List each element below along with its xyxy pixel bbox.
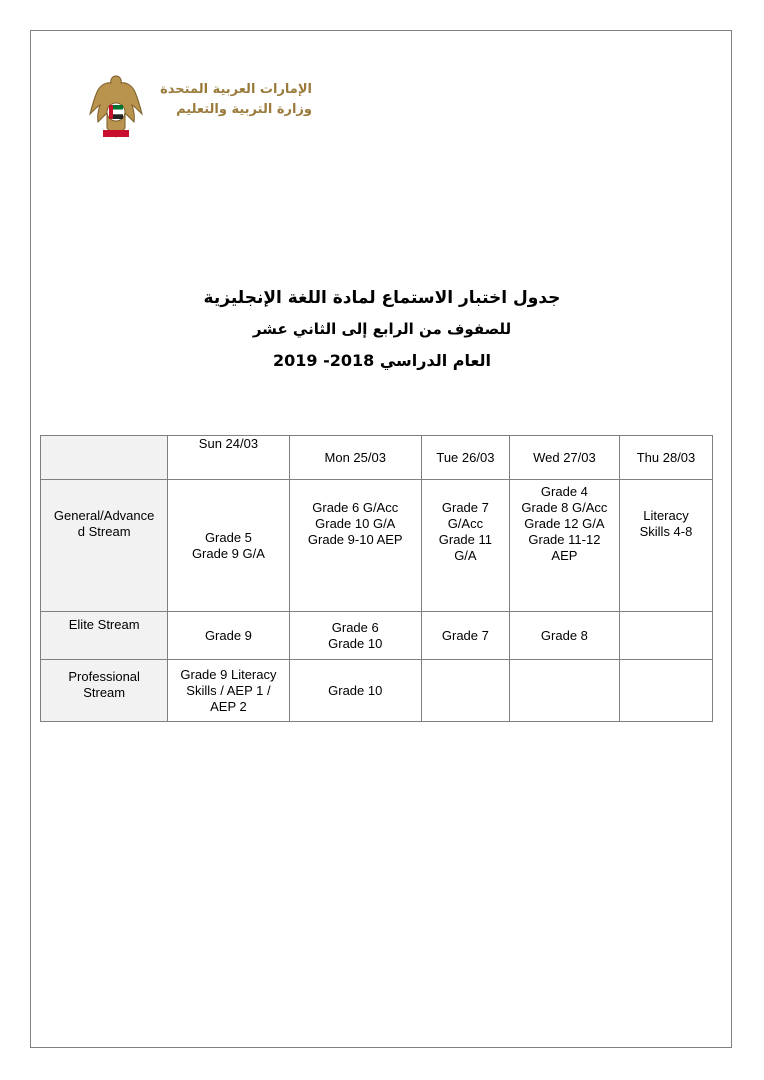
cell-line: Grade 8 G/Acc bbox=[521, 500, 608, 515]
cell-line: Grade 9-10 AEP bbox=[307, 532, 403, 547]
cell-line: Skills / AEP 1 / bbox=[186, 682, 271, 698]
cell-line: Elite Stream bbox=[68, 617, 140, 632]
document-subtitle: للصفوف من الرابع إلى الثاني عشر bbox=[252, 320, 512, 338]
cell-line: Grade 10 G/A bbox=[315, 516, 396, 531]
cell-line: Stream bbox=[83, 685, 126, 700]
cell-line: Grade 11-12 bbox=[528, 532, 601, 547]
stream-label-professional bbox=[41, 660, 168, 722]
cell-professional-tue bbox=[421, 660, 509, 722]
cell-line: Grade 6 bbox=[331, 619, 379, 635]
cell-line: Grade 6 G/Acc bbox=[312, 500, 399, 515]
cell-elite-tue bbox=[421, 612, 509, 660]
table-row-elite bbox=[41, 612, 713, 660]
cell-line: Grade 10 bbox=[328, 682, 383, 698]
cell-elite-thu bbox=[619, 612, 712, 660]
cell-line: Grade 9 Literacy bbox=[180, 666, 277, 682]
cell-elite-sun bbox=[168, 612, 289, 660]
cell-general-tue bbox=[421, 480, 509, 612]
table-row-professional bbox=[41, 660, 713, 722]
stream-label-general bbox=[41, 480, 168, 612]
header-thu: Thu 28/03 bbox=[619, 436, 712, 480]
logo-line-ministry: وزارة التربية والتعليم bbox=[176, 102, 312, 117]
cell-general-thu bbox=[619, 480, 712, 612]
cell-line: General/Advance bbox=[53, 508, 155, 523]
cell-line: Grade 7 bbox=[441, 500, 489, 515]
cell-line: AEP 2 bbox=[210, 698, 247, 714]
cell-line: Grade 11 bbox=[438, 532, 493, 547]
cell-professional-thu bbox=[619, 660, 712, 722]
cell-line: Grade 8 bbox=[540, 627, 588, 643]
cell-line: Skills 4-8 bbox=[639, 524, 693, 539]
cell-line: G/A bbox=[454, 548, 477, 563]
cell-line: Professional bbox=[68, 669, 140, 684]
header-sun: Sun 24/03 bbox=[168, 436, 289, 480]
cell-line: Grade 12 G/A bbox=[524, 516, 605, 531]
cell-general-wed bbox=[509, 480, 619, 612]
ministry-logo bbox=[86, 72, 316, 142]
header-wed: Wed 27/03 bbox=[509, 436, 619, 480]
cell-line: Grade 5 bbox=[204, 529, 252, 545]
header-mon: Mon 25/03 bbox=[289, 436, 421, 480]
table-row-general bbox=[41, 480, 713, 612]
cell-general-mon bbox=[289, 480, 421, 612]
cell-line: Grade 9 bbox=[204, 627, 252, 643]
cell-line: G/Acc bbox=[447, 516, 484, 531]
uae-falcon-emblem-icon bbox=[86, 72, 146, 142]
cell-line: Literacy bbox=[643, 508, 689, 523]
logo-line-country: الإمارات العربية المتحدة bbox=[160, 82, 312, 97]
cell-professional-mon bbox=[289, 660, 421, 722]
cell-line: Grade 10 bbox=[328, 635, 383, 651]
cell-professional-sun bbox=[168, 660, 289, 722]
table-header-row bbox=[41, 436, 713, 480]
document-title: جدول اختبار الاستماع لمادة اللغة الإنجليزية bbox=[203, 288, 561, 308]
header-tue: Tue 26/03 bbox=[421, 436, 509, 480]
cell-general-sun bbox=[168, 480, 289, 612]
stream-label-elite bbox=[41, 612, 168, 660]
academic-year: العام الدراسي 2018- 2019 bbox=[272, 351, 492, 370]
cell-line: d Stream bbox=[77, 524, 131, 539]
header-empty-cell bbox=[41, 436, 168, 480]
cell-line: Grade 9 G/A bbox=[191, 545, 265, 561]
cell-line: AEP bbox=[551, 548, 578, 563]
schedule-table bbox=[40, 435, 713, 722]
cell-line: Grade 7 bbox=[441, 627, 489, 643]
cell-professional-wed bbox=[509, 660, 619, 722]
cell-elite-mon bbox=[289, 612, 421, 660]
ministry-name bbox=[152, 80, 312, 120]
cell-elite-wed bbox=[509, 612, 619, 660]
cell-line: Grade 4 bbox=[540, 484, 588, 499]
